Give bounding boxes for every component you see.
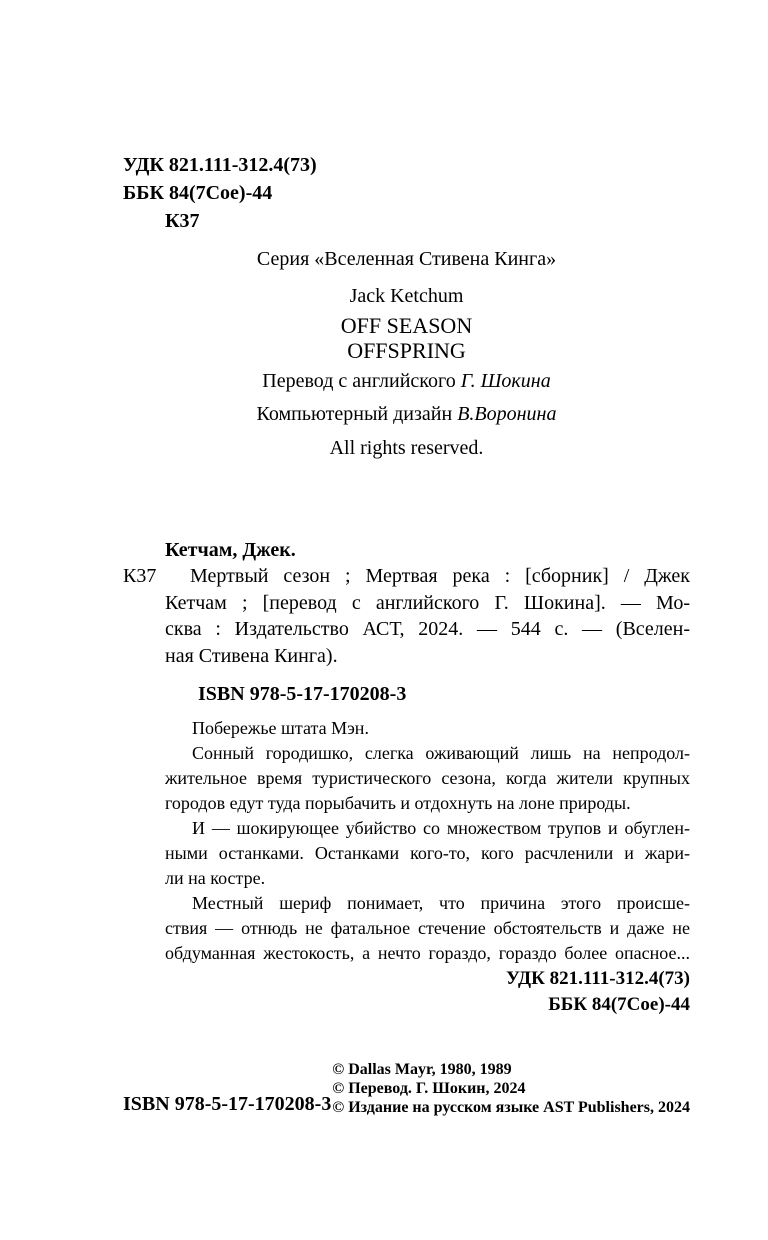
translation-prefix: Перевод с английского — [262, 370, 461, 392]
catalog-author: Кетчам, Джек. — [165, 539, 296, 561]
udk-code: УДК 821.111-312.4(73) — [123, 154, 317, 176]
copyright-line: © Перевод. Г. Шокин, 2024 — [332, 1080, 526, 1097]
copyright-block — [332, 1060, 690, 1117]
bbk-code-bottom: ББК 84(7Сое)-44 — [548, 994, 690, 1015]
page-content — [123, 0, 690, 1117]
annotation-line: ли на костре. — [165, 868, 266, 888]
series-title: Серия «Вселенная Стивена Кинга» — [256, 248, 557, 270]
original-author: Jack Ketchum — [349, 285, 464, 307]
catalog-line — [123, 563, 690, 590]
top-codes-block — [123, 151, 690, 235]
bottom-codes-block — [123, 966, 690, 1018]
original-title-1: OFF SEASON — [340, 313, 473, 338]
designer-name: В.Воронина — [457, 403, 557, 425]
annotation-block — [123, 716, 690, 966]
footer-block — [123, 1060, 690, 1117]
annotation-line: жительное время туристического сезона, когда жители крупных — [165, 768, 690, 788]
copyright-line: © Издание на русском языке AST Publishers, 2024 — [332, 1099, 690, 1116]
udk-code-bottom: УДК 821.111-312.4(73) — [505, 968, 690, 989]
original-title-2: OFFSPRING — [347, 338, 466, 363]
translator-name: Г. Шокина — [460, 370, 551, 392]
catalog-line: сква : Издательство АСТ, 2024. — 544 с. — (Вселен- — [165, 618, 690, 640]
annotation-line: ными останками. Останками кого-то, кого расчленили и жари- — [165, 843, 690, 863]
annotation-line: городов едут туда порыбачить и отдохнуть на лоне природы. — [165, 793, 631, 813]
rights-reserved-note: All rights reserved. — [329, 437, 484, 459]
design-prefix: Компьютерный дизайн — [256, 403, 458, 425]
annotation-line: И — шокирующее убийство со множеством трупов и обуглен- — [192, 818, 690, 838]
design-credit — [123, 401, 690, 427]
catalog-line-text: Мертвый сезон ; Мертвая река : [сборник] / Джек — [190, 565, 690, 587]
catalog-line: ная Стивена Кинга). — [165, 644, 338, 667]
bbk-code: ББК 84(7Сое)-44 — [123, 182, 273, 204]
annotation-line: ствия — отнюдь не фатальное стечение обстоятельств и даже не — [165, 918, 690, 938]
copyright-line: © Dallas Mayr, 1980, 1989 — [332, 1061, 512, 1078]
catalog-card — [123, 537, 690, 669]
author-sign-code: К37 — [165, 210, 200, 232]
translation-credit — [123, 368, 690, 394]
annotation-line: Местный шериф понимает, что причина этого происше- — [192, 893, 690, 913]
original-titles — [123, 313, 690, 363]
annotation-line: Побережье штата Мэн. — [192, 718, 369, 738]
isbn-catalog: ISBN 978-5-17-170208-3 — [198, 683, 407, 705]
annotation-line: обдуманная жестокость, а нечто гораздо, гораздо более опасное... — [165, 943, 690, 963]
header-block — [123, 246, 690, 461]
catalog-line: Кетчам ; [перевод с английского Г. Шокина]. — Мо- — [165, 591, 690, 614]
isbn-footer: ISBN 978-5-17-170208-3 — [123, 1093, 332, 1115]
annotation-line: Сонный городишко, слегка оживающий лишь на непродол- — [192, 743, 690, 763]
catalog-author-code: К37 — [123, 565, 157, 587]
